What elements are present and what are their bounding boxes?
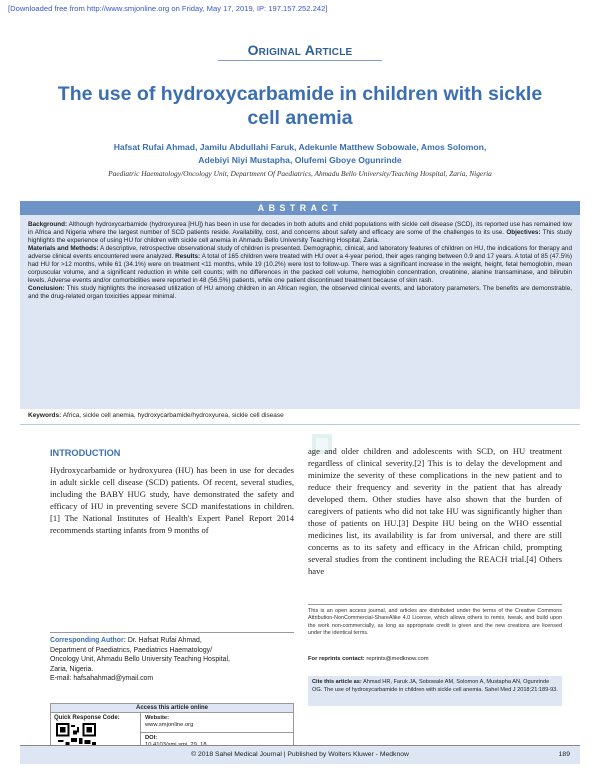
results-text: A total of 165 children were treated with HU over a 4-year period, their ages ranging between 0.9 and 17 years. A total of 85 (47.5%) had HU for >12 months, while 61 (34.1%) were on treatment <11 months, while 19 (10.2%) were lost to follow-up. There was a significant increase in the weight, height, fetal hemoglobin, mean corpuscular volume, and a significant reduction in white cell counts; with no differences in the packed cell volume, hemoglobin concentration, creatinine, alanine transaminase, and bilirubin levels. Adverse events and/or comorbidities were reported in 48 (56.5%) patients, while one patient discontinued treatment because of skin rash. [28, 253, 572, 285]
doi-label: DOI: [145, 734, 158, 741]
keywords-text: Africa, sickle cell anemia, hydroxycarbamide/hydroxyurea, sickle cell disease [62, 412, 284, 419]
qr-label: Quick Response Code: [54, 715, 120, 721]
page-number: 189 [558, 751, 570, 758]
corresponding-author-label: Corresponding Author: [50, 637, 126, 644]
footer-copyright: © 2018 Sahel Medical Journal | Published by Wolters Kluwer - Medknow [191, 751, 409, 758]
abstract-paragraph-1 [28, 221, 572, 245]
license-text: This is an open access journal, and articles are distributed under the terms of the Creative Commons Attribution-NonCommercial-ShareAlike 4.0 License, which allows others to remix, tweak, and build upon the work non-commercially, as long as appropriate credit is given and the new creations are licensed under the identical terms. [308, 604, 562, 638]
download-banner: [Downloaded free from http://www.smjonline.org on Friday, May 17, 2019, IP: 197.157.252.242] [8, 4, 328, 13]
conclusion-label: Conclusion: [28, 285, 65, 293]
introduction-heading: INTRODUCTION [50, 448, 121, 458]
results-label: Results: [175, 253, 201, 261]
objectives-label: Objectives: [506, 229, 541, 237]
author-list [40, 141, 560, 166]
reprints-contact [308, 656, 562, 662]
corresponding-author-email[interactable]: E-mail: hafsahahmad@ymail.com [50, 675, 154, 683]
website-link[interactable]: www.smjonline.org [145, 722, 194, 729]
reprints-email[interactable]: reprints@medknow.com [366, 656, 429, 662]
article-title: The use of hydroxycarbamide in children with sickle cell anemia [57, 83, 543, 129]
background-label: Background: [28, 221, 68, 228]
article-type-underline [218, 60, 382, 61]
citation-text: Ahmad HR, Faruk JA, Sobowale AM, Solomon A, Mustapha AN, Ogunrinde OG. The use of hydroxycarbamide in children with sickle cell anemia. Sahel Med J 2018;21:189-93. [312, 679, 558, 693]
article-type-label: Original Article [247, 42, 353, 58]
keywords [20, 409, 580, 425]
right-column [308, 446, 562, 577]
left-column [50, 446, 294, 537]
authors-line-2: Adebiyi Niyi Mustapha, Olufemi Gboye Ogunrinde [198, 154, 402, 165]
authors-line-1: Hafsat Rufai Ahmad, Jamilu Abdullahi Faruk, Adekunle Matthew Sobowale, Amos Solomon, [113, 142, 487, 152]
abstract-header: ABSTRACT [20, 201, 580, 215]
objectives-text: This study highlights the experience of using HU for children with sickle cell anemia in Ahmadu Bello University Teaching Hospital, Zaria. [28, 229, 572, 245]
page-footer [20, 746, 580, 764]
conclusion-text: This study highlights the increased utilization of HU among children in an African region, the observed clinical events, and laboratory parameters. The benefits are demonstrable, and the drug-related organ toxicities appear minimal. [28, 285, 572, 301]
website-label: Website: [145, 715, 170, 721]
corresponding-author-line2: Department of Paediatrics, Paediatrics Haematology/ [50, 646, 213, 654]
abstract-paragraph-2 [28, 245, 572, 285]
corresponding-author-name: Dr. Hafsat Rufai Ahmad, [127, 637, 202, 644]
reprints-label: For reprints contact: [308, 656, 365, 662]
affiliation: Paediatric Haematology/Oncology Unit, Department Of Paediatrics, Ahmadu Bello University/Teaching Hospital, Zaria, Nigeria [108, 169, 492, 178]
abstract-paragraph-3 [28, 285, 572, 301]
abstract-body [20, 215, 580, 409]
methods-text: A descriptive, retrospective observational study of children is presented. Demographic, clinical, and laboratory features of children on HU, the indications for therapy and adverse clinical events encountered were analyzed. [28, 245, 572, 261]
introduction-text-left: Hydroxycarbamide or hydroxyurea (HU) has been in use for decades in adult sickle cell disease (SCD) patients. Of recent, several studies, including the BABY HUG study, have demonstrated the safety and efficacy of HU in preventing severe SCD manifestations in children.[1] The National Institutes of Health's Expert Panel Report 2014 recommends starting infants from 9 months of [50, 465, 294, 535]
corresponding-author-line4: Zaria, Nigeria. [50, 665, 94, 673]
access-divider [141, 732, 293, 733]
introduction-text-right: age and older children and adolescents with SCD, on HU treatment regardless of clinical severity.[2] This is to delay the development and minimize the severity of these complications in the new patient and to reduce their frequency and severity in the patient that has already developed them. Other studies have also shown that the burden of caregivers of patients who did not take HU was significantly higher than those of patients on HU.[3] Despite HU being on the WHO essential medicines list, its availability is far from universal, and there are still concerns as to its safety and efficacy in the African child, prompting several studies from the continent including the REACH trial.[4] Others have [308, 446, 562, 576]
citation-box [308, 676, 562, 706]
corresponding-author [50, 632, 294, 684]
methods-label: Materials and Methods: [28, 245, 99, 253]
corresponding-author-line3: Oncology Unit, Ahmadu Bello University Teaching Hospital, [50, 656, 230, 664]
keywords-label: Keywords: [28, 412, 62, 419]
access-title: Access this article online [51, 704, 293, 713]
background-text: Although hydroxycarbamide (hydroxyurea [HU]) has been in use for decades in both adults and child populations with sickle cell disease (SCD), its reported use has remained low in Africa and Nigeria where the largest number of SCD patients reside. Availability, cost, and concerns about safety and efficacy are some of the challenges to its use. [28, 221, 572, 237]
citation-label: Cite this article as: [312, 679, 362, 685]
